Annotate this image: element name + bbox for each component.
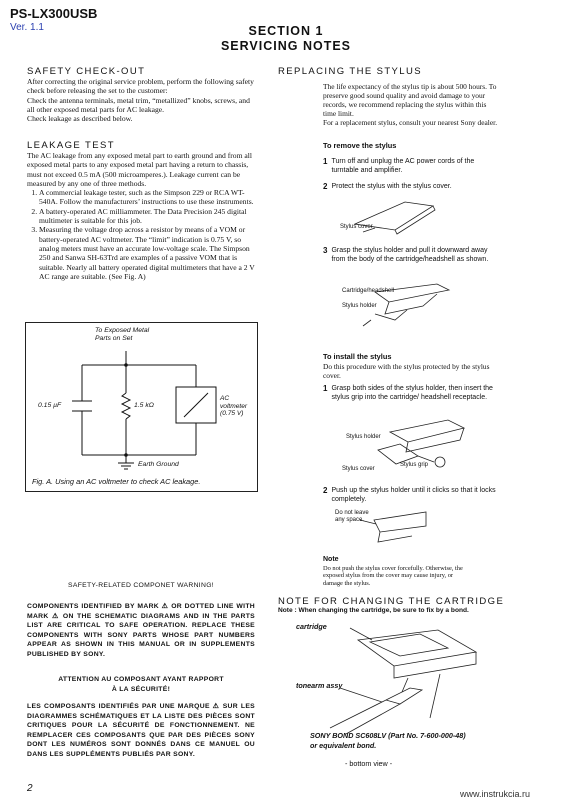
bond-label-2: or equivalent bond. xyxy=(310,741,377,750)
french-warning-text: LES COMPOSANTS IDENTIFIÉS PAR UNE MARQUE ⚠ SUR LES DIAGRAMMES SCHÉMATIQUES ET LA LISTE DES PIÈCES SONT CRITIQUES POUR LA SÉCURITÉ DE FONCTIONNEMENT. NE REMPLACER CES COMPOSANTS QUE PAR DES PIÈCES SONY DONT LES NUMÉROS SONT DONNÉS DANS CE MANUEL OU DANS LES SUPPLÉMENTS PUBLIÉS PAR SONY. xyxy=(27,703,255,758)
page-number: 2 xyxy=(27,783,33,794)
version-label: Ver. 1.1 xyxy=(10,22,44,33)
step-number: 1 xyxy=(323,157,328,166)
section-title: SERVICING NOTES xyxy=(220,39,352,53)
install-step-1 xyxy=(323,384,503,402)
stylus-holder-label-2: Stylus holder xyxy=(346,434,381,440)
no-space-label: Do not leave any space. xyxy=(335,510,369,523)
voltmeter-label-2: voltmeter xyxy=(220,402,248,410)
cartridge-label: cartridge xyxy=(296,622,327,631)
stylus-grip-label: Stylus grip xyxy=(400,462,429,468)
site-watermark: www.instrukcia.ru xyxy=(460,789,531,799)
stylus-heading: REPLACING THE STYLUS xyxy=(278,66,422,77)
voltmeter-label-1: AC xyxy=(220,395,230,402)
install-step-2-text: Push up the stylus holder until it clicks so that it locks completely. xyxy=(331,487,496,503)
figure-caption: Fig. A. Using an AC voltmeter to check AC leakage. xyxy=(32,477,201,486)
leakage-heading: LEAKAGE TEST xyxy=(27,140,115,151)
cartridge-heading: NOTE FOR CHANGING THE CARTRIDGE xyxy=(278,596,505,607)
french-warning-heading-1: ATTENTION AU COMPOSANT AYANT RAPPORT xyxy=(58,676,224,683)
safety-heading: SAFETY CHECK-OUT xyxy=(27,66,146,77)
stylus-cover-label: Stylus cover xyxy=(340,224,373,230)
remove-step-1-text: Turn off and unplug the AC power cords of the turntable and amplifier. xyxy=(331,158,475,174)
safety-warning-text: COMPONENTS IDENTIFIED BY MARK ⚠ OR DOTTED LINE WITH MARK ⚠ ON THE SCHEMATIC DIAGRAMS AND IN THE PARTS LIST ARE CRITICAL TO SAFE OPERATION. REPLACE THESE COMPONENTS WITH SONY PARTS WHOSE PART NUMBERS APPEAR AS SHOWN IN THIS MANUAL OR IN SUPPLEMENTS PUBLISHED BY SONY. xyxy=(27,603,255,658)
leakage-body xyxy=(27,151,259,281)
figure-a-frame xyxy=(25,322,258,492)
tonearm-label: tonearm assy xyxy=(296,681,343,690)
voltmeter-label-3: (0.75 V) xyxy=(220,410,244,418)
stylus-holder-label: Stylus holder xyxy=(342,303,377,309)
capacitor-value: 0.15 µF xyxy=(38,402,62,409)
leakage-method-1: 1. A commercial leakage tester, such as the Simpson 229 or RCA WT-540A. Follow the manufacturers’ instructions to use these instruments. xyxy=(39,188,259,207)
remove-step-3 xyxy=(323,246,503,264)
cartridge-bond-illustration xyxy=(290,618,490,740)
cartridge-note: Note : When changing the cartridge, be sure to fix by a bond. xyxy=(278,607,469,614)
install-step-2 xyxy=(323,486,503,504)
safety-para-1: After correcting the original service problem, perform the following safety check before releasing the set to the customer: xyxy=(27,77,254,96)
step-number: 2 xyxy=(323,182,328,191)
section-number: SECTION 1 xyxy=(248,24,324,38)
safety-para-3: Check leakage as described below. xyxy=(27,114,133,124)
safety-para-2: Check the antenna terminals, metal trim, “metallized” knobs, screws, and all other exposed metal parts for AC leakage. xyxy=(27,95,250,114)
safety-body xyxy=(27,77,259,123)
earth-ground-label: Earth Ground xyxy=(138,461,179,468)
figure-label-top-2: Parts on Set xyxy=(95,335,133,342)
french-warning-heading-2: À LA SÉCURITÉ! xyxy=(111,685,171,693)
cartridge-headshell-label: Cartridge/headshell xyxy=(342,288,395,294)
model-name: PS-LX300USB xyxy=(10,6,98,21)
remove-step-2 xyxy=(323,182,503,191)
bottom-view-label: - bottom view - xyxy=(345,759,393,768)
leakage-methods-list xyxy=(27,188,259,281)
stylus-intro-2: For a replacement stylus, consult your nearest Sony dealer. xyxy=(323,118,498,127)
step-number: 3 xyxy=(323,246,328,255)
remove-step-1 xyxy=(323,157,503,175)
figure-label-top-1: To Exposed Metal xyxy=(95,327,150,334)
leakage-para: The AC leakage from any exposed metal part to earth ground and from all exposed metal parts to any exposed metal part having a return to chassis, must not exceed 0.5 mA (500 microamperes.). Leakage current can be measured by any one of three methods. xyxy=(27,151,252,188)
step-number: 1 xyxy=(323,384,328,393)
resistor-value: 1.5 kΩ xyxy=(134,402,154,409)
stylus-cover-label-2: Stylus cover xyxy=(342,466,375,472)
stylus-intro-1: The life expectancy of the stylus tip is about 500 hours. To preserve good sound quality and avoid damage to your records, we recommend replacing the stylus within this time limit. xyxy=(323,82,497,118)
note-text: Do not push the stylus cover forcefully. Otherwise, the exposed stylus from the cover may cause injury, or damage the stylus. xyxy=(323,565,463,587)
install-intro: Do this procedure with the stylus protected by the stylus cover. xyxy=(323,362,490,380)
remove-step-3-text: Grasp the stylus holder and pull it downward away from the body of the cartridge/headshell as shown. xyxy=(331,247,489,263)
bond-label-1: SONY BOND SC608LV (Part No. 7-600-000-48) xyxy=(310,731,466,740)
voltmeter-label xyxy=(220,395,247,418)
safety-warning-heading: SAFETY-RELATED COMPONET WARNING! xyxy=(68,582,214,589)
install-stylus-heading: To install the stylus xyxy=(323,352,392,361)
install-step-1-text: Grasp both sides of the stylus holder, then insert the stylus grip into the cartridge/ headshell receptacle. xyxy=(331,385,493,401)
step-number: 2 xyxy=(323,486,328,495)
french-warning-heading xyxy=(27,675,255,694)
leakage-method-2: 2. A battery-operated AC milliammeter. The Data Precision 245 digital multimeter is suitable for this job. xyxy=(39,207,259,226)
stylus-intro xyxy=(323,82,498,127)
leakage-method-3: 3. Measuring the voltage drop across a resistor by means of a VOM or battery-operated AC voltmeter. The “limit” indication is 0.75 V, so analog meters must have an accurate low-voltage scale. The Simpson 250 and Sanwa SH-63Trd are examples of a passive VOM that is suitable. Nearly all battery operated digital multimeters that have a 2 V AC range are suitable. (See Fig. A) xyxy=(39,225,259,281)
remove-stylus-heading: To remove the stylus xyxy=(323,141,397,150)
remove-step-2-text: Protect the stylus with the stylus cover. xyxy=(331,183,452,190)
note-heading: Note xyxy=(323,556,339,563)
